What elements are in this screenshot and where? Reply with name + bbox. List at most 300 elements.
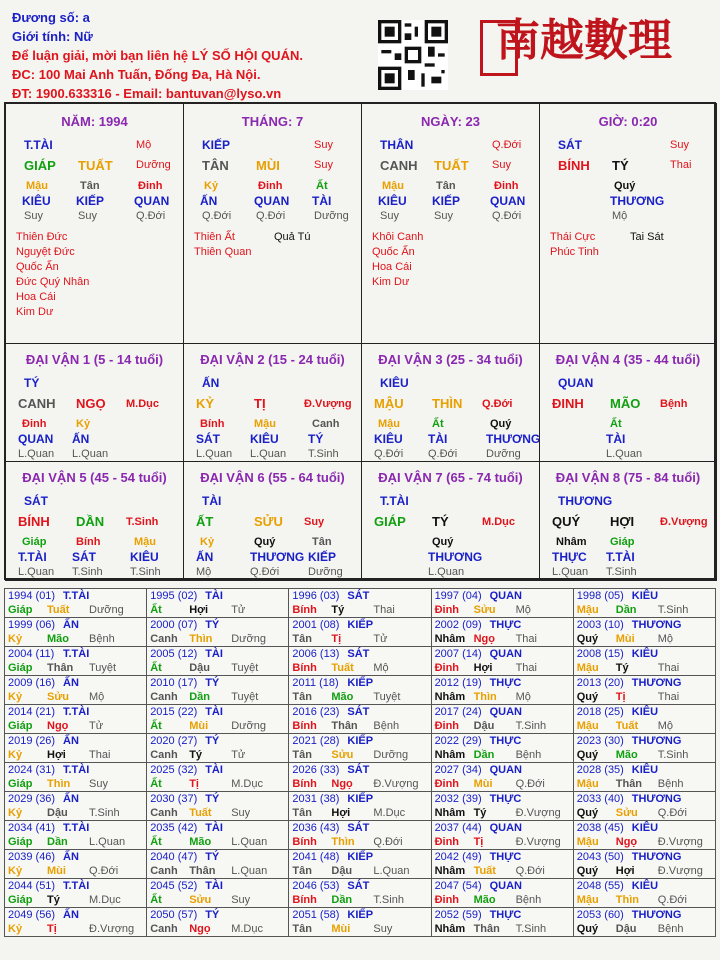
year-cell <box>573 763 715 792</box>
phone-email: ĐT: 1900.633316 - Email: bantuvan@lyso.vn <box>12 86 282 101</box>
year-label: 2030 (37) <box>150 793 198 805</box>
year-star: ẤN <box>63 735 79 747</box>
year-cell <box>147 763 289 792</box>
year-star: KIẾP <box>347 677 374 689</box>
hidden-star: QUAN <box>18 432 54 446</box>
year-state: Đ.Vượng <box>515 836 561 848</box>
hidden-stem: Kỷ <box>200 536 215 548</box>
year-star: KIÊU <box>631 706 659 718</box>
pillar-branch: MÙI <box>256 158 280 173</box>
special-star: Thiên Đức <box>16 231 68 243</box>
year-branch: Dần <box>615 604 637 616</box>
pillar-top-star: SÁT <box>558 138 582 152</box>
dai-van-state: Bệnh <box>660 398 688 410</box>
hidden-stem: Kỷ <box>76 418 91 430</box>
pillar-cell <box>361 103 540 344</box>
year-cell <box>289 676 431 705</box>
year-branch: Dần <box>473 749 495 761</box>
pillar-title: NGÀY: 23 <box>421 114 480 129</box>
year-branch: Hợi <box>47 749 66 761</box>
year-branch: Sửu <box>473 604 496 616</box>
year-star: QUAN <box>489 648 522 660</box>
year-label: 1995 (02) <box>150 590 198 602</box>
year-cell <box>573 850 715 879</box>
hidden-stem: Đinh <box>22 418 47 430</box>
year-star: KIẾP <box>347 909 374 921</box>
pillar-top-state: Mộ <box>136 139 152 151</box>
logo-text: 南越數理 <box>496 15 672 66</box>
year-state: M.Dục <box>373 807 406 819</box>
dai-van-state: M.Dục <box>482 516 515 528</box>
year-state: Tử <box>373 633 388 645</box>
year-state: Đ.Vượng <box>373 778 419 790</box>
dai-van-state: T.Sinh <box>126 516 159 528</box>
year-stem: Kỷ <box>8 923 23 935</box>
year-star: KIÊU <box>631 590 659 602</box>
hidden-state: Mộ <box>196 566 212 578</box>
year-branch: Ngọ <box>473 633 495 645</box>
year-state: Thai <box>373 604 395 616</box>
year-label: 2032 (39) <box>434 793 482 805</box>
year-label: 2053 (60) <box>576 909 624 921</box>
special-star: Hoa Cái <box>372 261 412 273</box>
hidden-stem: Bính <box>76 536 101 548</box>
year-branch: Mùi <box>473 778 493 790</box>
hidden-star: KIÊU <box>378 194 407 208</box>
dai-van-cell <box>361 461 540 581</box>
year-branch: Thìn <box>47 778 71 790</box>
special-star: Thiên Ất <box>194 231 235 243</box>
year-stem: Canh <box>150 749 178 761</box>
year-state: Bệnh <box>515 894 542 906</box>
year-stem: Đinh <box>434 604 460 616</box>
year-state: Mộ <box>89 691 105 703</box>
year-label: 2017 (24) <box>434 706 482 718</box>
year-stem: Nhâm <box>434 807 466 819</box>
year-stem: Kỷ <box>8 807 23 819</box>
hidden-star: QUAN <box>490 194 526 208</box>
pillar-branch: TÝ <box>612 158 629 173</box>
year-row <box>5 589 716 618</box>
year-branch: Sửu <box>615 807 638 819</box>
year-star: THƯƠNG <box>631 909 682 921</box>
year-branch: Tuất <box>615 720 639 732</box>
hidden-state: Q.Đới <box>202 210 232 222</box>
year-cell <box>5 908 147 937</box>
dai-van-state: Suy <box>304 516 325 528</box>
dai-van-branch: SỬU <box>254 514 283 529</box>
year-label: 2003 (10) <box>576 619 624 631</box>
qr-code <box>378 20 448 90</box>
pillar-top-state: Q.Đới <box>492 139 522 151</box>
special-star: Khôi Canh <box>372 231 424 243</box>
year-state: Thai <box>515 662 537 674</box>
dai-van-title: ĐẠI VẬN 4 (35 - 44 tuổi) <box>555 352 701 367</box>
year-branch: Dậu <box>331 865 353 877</box>
hidden-star: THƯƠNG <box>610 194 665 208</box>
year-cell <box>5 589 147 618</box>
year-label: 2035 (42) <box>150 822 198 834</box>
hidden-stem: Mậu <box>134 536 156 548</box>
dai-van-stem: ĐINH <box>552 396 584 411</box>
year-cell <box>289 821 431 850</box>
year-cell <box>5 821 147 850</box>
year-star: TÀI <box>205 880 223 892</box>
year-state: Bệnh <box>657 778 684 790</box>
dai-van-state: Đ.Vượng <box>304 398 352 410</box>
year-state: Tử <box>231 604 246 616</box>
year-star: THƯƠNG <box>631 677 682 689</box>
year-branch: Thân <box>189 865 216 877</box>
year-star: TÀI <box>205 822 223 834</box>
dai-van-stem: MẬU <box>374 396 404 411</box>
year-cell <box>289 618 431 647</box>
special-star: Hoa Cái <box>16 291 56 303</box>
dai-van-title: ĐẠI VẬN 7 (65 - 74 tuổi) <box>378 470 523 485</box>
year-branch: Thìn <box>331 836 355 848</box>
dai-van-branch: DẦN <box>76 514 105 529</box>
year-branch: Dậu <box>47 807 68 819</box>
dai-van-star: KIÊU <box>380 376 409 390</box>
dai-van-branch: TÝ <box>432 514 449 529</box>
year-cell <box>431 850 573 879</box>
year-cell <box>147 821 289 850</box>
hidden-stem: Quý <box>490 418 512 430</box>
year-star: TÝ <box>205 851 220 863</box>
year-label: 2011 (18) <box>292 677 339 689</box>
year-stem: Mậu <box>576 894 599 906</box>
special-stars-right <box>274 230 311 245</box>
owner-name: Đương số: a <box>12 10 90 25</box>
year-label: 2002 (09) <box>434 619 482 631</box>
year-branch: Ngọ <box>615 836 638 848</box>
year-cell <box>431 589 573 618</box>
dai-van-title: ĐẠI VẬN 2 (15 - 24 tuổi) <box>200 352 345 367</box>
year-stem: Giáp <box>8 836 33 848</box>
year-branch: Thân <box>615 778 643 790</box>
dai-van-branch: HỢI <box>610 514 635 529</box>
pillar-top-star: THÂN <box>380 138 414 152</box>
hidden-stem: Đinh <box>138 180 163 192</box>
year-star: THỰC <box>489 909 522 921</box>
year-branch: Mão <box>615 749 638 761</box>
year-branch: Tị <box>615 691 626 703</box>
year-label: 2050 (57) <box>150 909 198 921</box>
year-state: Đ.Vượng <box>657 865 703 877</box>
hidden-state: Dưỡng <box>308 566 343 578</box>
year-star: TÀI <box>205 590 223 602</box>
address: ĐC: 100 Mai Anh Tuấn, Đống Đa, Hà Nội. <box>12 67 261 82</box>
year-label: 2022 (29) <box>434 735 482 747</box>
year-branch: Tý <box>331 604 345 616</box>
year-state: Bệnh <box>373 720 400 732</box>
hidden-star: ẤN <box>72 432 90 446</box>
year-label: 2020 (27) <box>150 735 198 747</box>
hidden-state: Q.Đới <box>374 448 404 460</box>
hidden-state: T.Sinh <box>308 448 339 460</box>
year-star: ẤN <box>63 619 79 631</box>
year-label: 2049 (56) <box>8 909 56 921</box>
year-stem: Bính <box>292 836 317 848</box>
year-star: T.TÀI <box>63 880 90 892</box>
year-stem: Tân <box>292 691 312 703</box>
hidden-star: KIẾP <box>308 550 337 564</box>
year-cell <box>289 734 431 763</box>
dai-van-stem: CANH <box>18 396 56 411</box>
hidden-state: T.Sinh <box>606 566 637 578</box>
year-label: 2016 (23) <box>292 706 340 718</box>
dai-van-stem: GIÁP <box>374 514 406 529</box>
year-cell <box>289 908 431 937</box>
year-branch: Sửu <box>189 894 212 906</box>
year-star: KIÊU <box>631 764 659 776</box>
year-star: QUAN <box>489 880 522 892</box>
year-branch: Tuất <box>47 604 70 616</box>
hidden-star: TÀI <box>428 432 448 446</box>
year-label: 2000 (07) <box>150 619 198 631</box>
year-table <box>4 588 716 937</box>
pillar-stem: CANH <box>380 158 418 173</box>
year-cell <box>573 821 715 850</box>
year-branch: Sửu <box>331 749 354 761</box>
dai-van-stem: KỶ <box>196 396 215 411</box>
year-star: THỰC <box>489 619 522 631</box>
year-label: 2014 (21) <box>8 706 56 718</box>
hidden-star: THỰC <box>552 550 587 564</box>
year-star: KIẾP <box>347 619 374 631</box>
year-branch: Mùi <box>615 633 635 645</box>
year-label: 2008 (15) <box>576 648 624 660</box>
pillar-branch: TUẤT <box>78 158 113 173</box>
year-state: T.Sinh <box>515 720 547 732</box>
hidden-stem: Ất <box>316 180 328 192</box>
pillar-branch-state: Suy <box>314 159 333 171</box>
year-branch: Mão <box>473 894 496 906</box>
year-state: T.Sinh <box>515 923 547 935</box>
pillar-cell <box>539 103 717 344</box>
year-label: 2048 (55) <box>576 880 624 892</box>
year-stem: Bính <box>292 604 317 616</box>
year-cell <box>431 676 573 705</box>
hidden-state: Q.Đới <box>428 448 458 460</box>
year-label: 2029 (36) <box>8 793 56 805</box>
hidden-state: L.Quan <box>196 448 233 460</box>
year-state: Mộ <box>657 633 674 645</box>
year-stem: Ất <box>150 720 162 732</box>
hidden-star: T.TÀI <box>606 550 635 564</box>
special-stars <box>194 230 251 260</box>
pillar-top-star: T.TÀI <box>24 138 53 152</box>
special-star: Thiên Quan <box>194 246 252 258</box>
year-branch: Tuất <box>473 865 496 877</box>
year-state: Suy <box>373 923 393 935</box>
year-stem: Giáp <box>8 778 33 790</box>
pillar-top-state: Suy <box>670 139 689 151</box>
year-star: T.TÀI <box>63 590 90 602</box>
dai-van-cell <box>183 461 362 581</box>
year-stem: Bính <box>292 720 317 732</box>
year-label: 1998 (05) <box>576 590 624 602</box>
year-label: 2012 (19) <box>434 677 482 689</box>
year-star: TÝ <box>205 735 220 747</box>
year-branch: Dần <box>331 894 353 906</box>
special-star: Kim Dư <box>372 276 410 288</box>
hidden-stem: Ất <box>432 418 444 430</box>
dai-van-title: ĐẠI VẬN 5 (45 - 54 tuổi) <box>22 470 167 485</box>
special-stars <box>550 230 599 260</box>
special-star: Đức Quý Nhân <box>16 276 90 288</box>
year-branch: Thìn <box>189 633 213 645</box>
year-state: Tuyệt <box>231 691 259 703</box>
hidden-stem: Tân <box>312 536 332 548</box>
hidden-stem: Giáp <box>610 536 635 548</box>
year-cell <box>5 850 147 879</box>
year-state: Q.Đới <box>657 894 687 906</box>
year-stem: Mậu <box>576 662 599 674</box>
year-branch: Mão <box>331 691 354 703</box>
year-label: 2010 (17) <box>150 677 198 689</box>
year-branch: Thân <box>47 662 74 674</box>
year-branch: Thìn <box>615 894 639 906</box>
hidden-state: Q.Đới <box>492 210 522 222</box>
year-star: THỰC <box>489 851 522 863</box>
year-label: 2013 (20) <box>576 677 624 689</box>
year-stem: Canh <box>150 923 178 935</box>
year-stem: Quý <box>576 633 599 645</box>
dai-van-cell <box>539 461 717 581</box>
year-star: QUAN <box>489 764 522 776</box>
hidden-state: L.Quan <box>250 448 287 460</box>
year-star: QUAN <box>489 822 522 834</box>
year-cell <box>431 763 573 792</box>
year-cell <box>431 618 573 647</box>
year-state: Suy <box>231 807 251 819</box>
dai-van-star: T.TÀI <box>380 494 409 508</box>
year-stem: Bính <box>292 662 317 674</box>
year-cell <box>5 734 147 763</box>
year-state: Q.Đới <box>373 836 403 848</box>
year-cell <box>573 792 715 821</box>
year-state: Dưỡng <box>373 749 409 761</box>
hidden-stem: Tân <box>436 180 456 192</box>
year-stem: Giáp <box>8 894 33 906</box>
pillar-top-star: KIẾP <box>202 138 231 152</box>
year-state: T.Sinh <box>373 894 404 906</box>
year-cell <box>147 879 289 908</box>
year-branch: Mão <box>189 836 212 848</box>
year-cell <box>431 647 573 676</box>
hidden-star: TÀI <box>312 194 332 208</box>
year-star: TÀI <box>205 648 223 660</box>
dai-van-branch: THÌN <box>432 396 463 411</box>
dai-van-star: ẤN <box>202 376 220 390</box>
year-cell <box>5 792 147 821</box>
hidden-star: KIÊU <box>130 550 159 564</box>
year-cell <box>5 763 147 792</box>
year-star: T.TÀI <box>63 706 90 718</box>
hidden-stem: Đinh <box>494 180 519 192</box>
year-branch: Tý <box>615 662 629 674</box>
year-branch: Tị <box>473 836 484 848</box>
year-star: TÀI <box>205 764 223 776</box>
year-stem: Tân <box>292 807 312 819</box>
year-row <box>5 821 716 850</box>
hidden-star: ẤN <box>200 194 218 208</box>
year-star: KIẾP <box>347 851 374 863</box>
year-stem: Tân <box>292 633 312 645</box>
dai-van-cell <box>183 343 362 462</box>
year-label: 2041 (48) <box>292 851 340 863</box>
hidden-star: TÀI <box>606 432 626 446</box>
year-stem: Quý <box>576 807 599 819</box>
hidden-stem: Quý <box>614 180 636 192</box>
year-star: TÝ <box>205 619 220 631</box>
dai-van-star: TÀI <box>202 494 222 508</box>
hidden-state: Suy <box>78 210 97 222</box>
year-row <box>5 792 716 821</box>
year-label: 2051 (58) <box>292 909 340 921</box>
year-branch: Hợi <box>189 604 209 616</box>
year-stem: Canh <box>150 691 178 703</box>
year-cell <box>5 676 147 705</box>
pillar-stem: GIÁP <box>24 158 56 173</box>
dai-van-star: TÝ <box>24 376 40 390</box>
year-branch: Tý <box>473 807 487 819</box>
year-state: M.Dục <box>89 894 121 906</box>
hidden-star: KIÊU <box>250 432 279 446</box>
year-row <box>5 734 716 763</box>
special-star: Quả Tú <box>274 231 311 243</box>
year-branch: Tý <box>47 894 60 906</box>
year-state: Tuyệt <box>89 662 117 674</box>
year-label: 2042 (49) <box>434 851 482 863</box>
year-stem: Đinh <box>434 836 460 848</box>
hidden-star: TÝ <box>308 432 324 446</box>
year-state: Mộ <box>373 662 389 674</box>
year-cell <box>5 705 147 734</box>
year-branch: Tuất <box>331 662 354 674</box>
year-branch: Ngọ <box>47 720 69 732</box>
dai-van-stem: ẤT <box>196 514 214 529</box>
year-branch: Dần <box>47 836 68 848</box>
year-state: Thai <box>657 662 680 674</box>
year-cell <box>147 734 289 763</box>
year-branch: Hợi <box>615 865 635 877</box>
year-stem: Mậu <box>576 836 599 848</box>
special-stars-right <box>630 230 664 245</box>
year-state: M.Dục <box>231 923 263 935</box>
year-star: TÝ <box>205 793 220 805</box>
year-state: Bệnh <box>657 923 684 935</box>
year-stem: Kỷ <box>8 749 23 761</box>
year-branch: Tuất <box>189 807 212 819</box>
pillar-title: THÁNG: 7 <box>241 114 304 129</box>
year-cell <box>573 734 715 763</box>
year-label: 2031 (38) <box>292 793 340 805</box>
year-state: Tử <box>231 749 246 761</box>
hidden-stem: Quý <box>432 536 454 548</box>
year-label: 2021 (28) <box>292 735 340 747</box>
special-stars <box>16 230 89 320</box>
year-state: Suy <box>89 778 108 790</box>
year-star: TÀI <box>205 706 223 718</box>
year-star: THƯƠNG <box>631 851 682 863</box>
year-state: L.Quan <box>373 865 410 877</box>
year-cell <box>289 879 431 908</box>
year-branch: Mão <box>47 633 69 645</box>
year-star: ẤN <box>63 793 79 805</box>
dai-van-star: SÁT <box>24 494 48 508</box>
